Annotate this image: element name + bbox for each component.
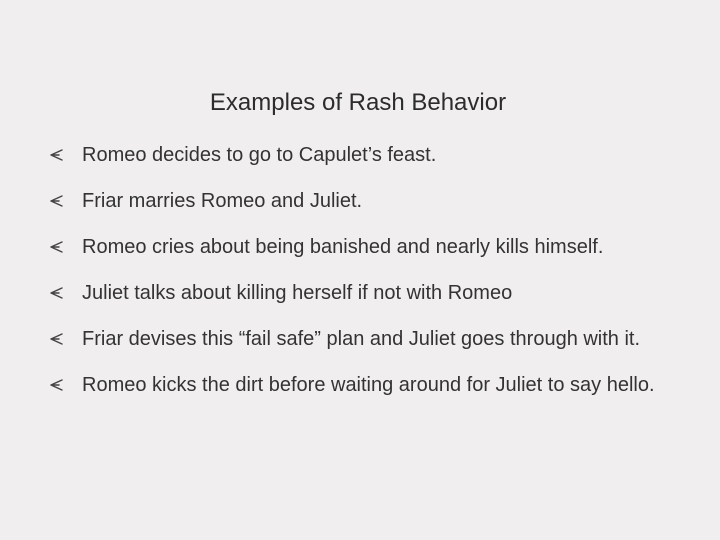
bullet-item: [48, 189, 688, 213]
arrow-left-bullet-icon: [48, 239, 64, 255]
bullet-list: [48, 143, 688, 419]
bullet-text: Friar marries Romeo and Juliet.: [82, 190, 363, 212]
bullet-item: [48, 143, 688, 167]
bullet-text: Romeo cries about being banished and nearly kills himself.: [82, 236, 604, 258]
bullet-item: [48, 235, 688, 259]
slide-title-container: [0, 87, 720, 119]
arrow-left-bullet-icon: [48, 285, 64, 301]
arrow-left-bullet-icon: [48, 147, 64, 163]
bullet-item: [48, 327, 688, 351]
arrow-left-bullet-icon: [48, 377, 64, 393]
bullet-text: Friar devises this “fail safe” plan and Juliet goes through with it.: [82, 328, 641, 350]
bullet-item: [48, 373, 688, 397]
bullet-item: [48, 281, 688, 305]
bullet-text: Romeo kicks the dirt before waiting around for Juliet to say hello.: [82, 374, 655, 396]
arrow-left-bullet-icon: [48, 331, 64, 347]
bullet-text: Romeo decides to go to Capulet’s feast.: [82, 144, 437, 166]
slide-title: Examples of Rash Behavior: [209, 89, 507, 116]
arrow-left-bullet-icon: [48, 193, 64, 209]
bullet-text: Juliet talks about killing herself if not with Romeo: [82, 282, 513, 304]
